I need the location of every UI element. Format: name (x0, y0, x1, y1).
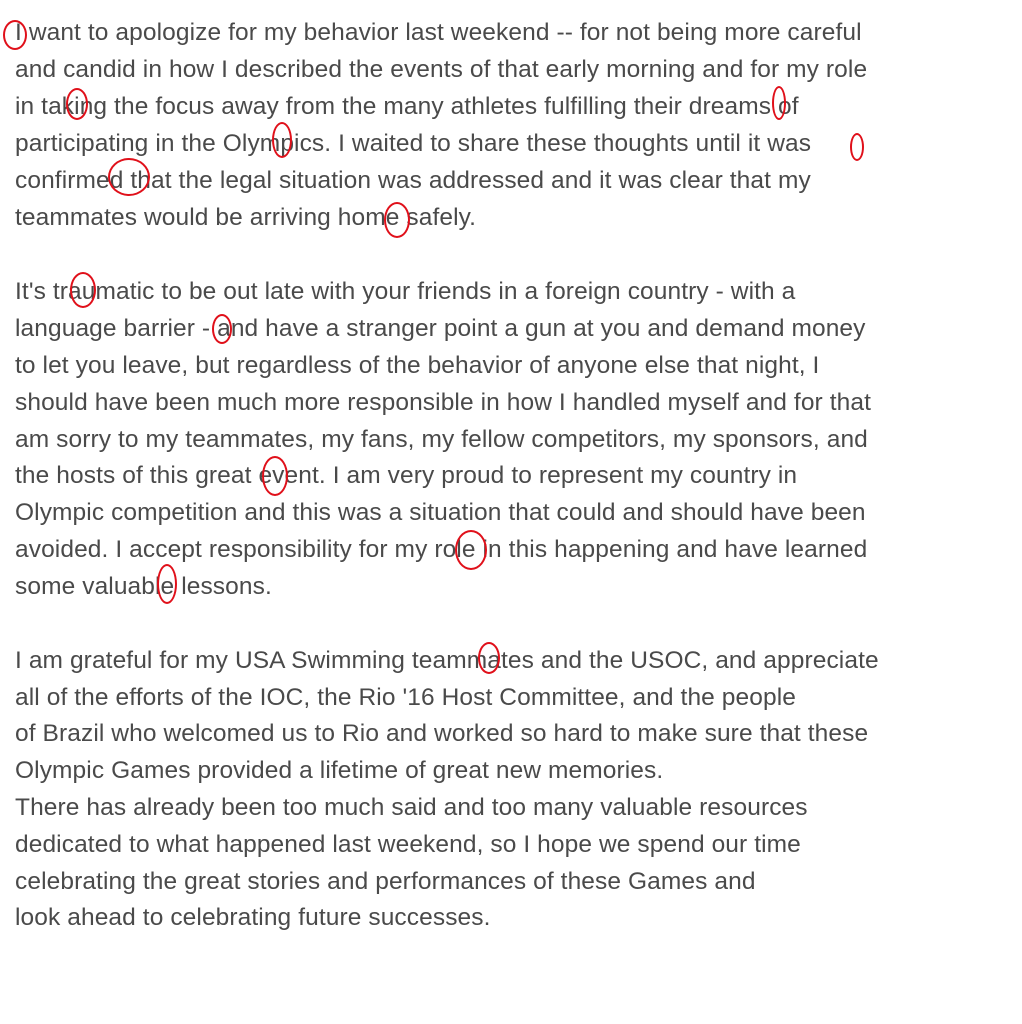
text-line: Olympic Games provided a lifetime of great new memories. (15, 757, 664, 784)
text-line: participating in the Olympics. I waited to share these thoughts until it was (15, 130, 812, 157)
text-line: all of the efforts of the IOC, the Rio '16 Host Committee, and the people (15, 684, 796, 711)
text-line: dedicated to what happened last weekend, so I hope we spend our time (15, 831, 801, 858)
text-line: I am grateful for my USA Swimming teammates and the USOC, and appreciate (15, 647, 879, 674)
text-line: am sorry to my teammates, my fans, my fellow competitors, my sponsors, and (15, 426, 868, 453)
text-line: It's traumatic to be out late with your friends in a foreign country - with a (15, 278, 796, 305)
text-line: should have been much more responsible in how I handled myself and for that (15, 389, 871, 416)
text-line: teammates would be arriving home safely. (15, 204, 477, 231)
text-line: and candid in how I described the events of that early morning and for my role (15, 56, 868, 83)
text-line: to let you leave, but regardless of the behavior of anyone else that night, I (15, 352, 820, 379)
text-line: in taking the focus away from the many athletes fulfilling their dreams of (15, 93, 799, 120)
text-line: Olympic competition and this was a situation that could and should have been (15, 499, 866, 526)
text-line: some valuable lessons. (15, 573, 272, 600)
text-line: I want to apologize for my behavior last weekend -- for not being more careful (15, 19, 862, 46)
text-line: language barrier - and have a stranger point a gun at you and demand money (15, 315, 866, 342)
text-line: avoided. I accept responsibility for my role in this happening and have learned (15, 536, 868, 563)
text-line: There has already been too much said and too many valuable resources (15, 794, 808, 821)
text-line: confirmed that the legal situation was addressed and it was clear that my (15, 167, 811, 194)
text-line: celebrating the great stories and performances of these Games and (15, 868, 756, 895)
text-line: look ahead to celebrating future successes. (15, 904, 491, 931)
text-line: of Brazil who welcomed us to Rio and worked so hard to make sure that these (15, 720, 869, 747)
annotation-circle (850, 133, 864, 161)
text-line: the hosts of this great event. I am very proud to represent my country in (15, 462, 798, 489)
